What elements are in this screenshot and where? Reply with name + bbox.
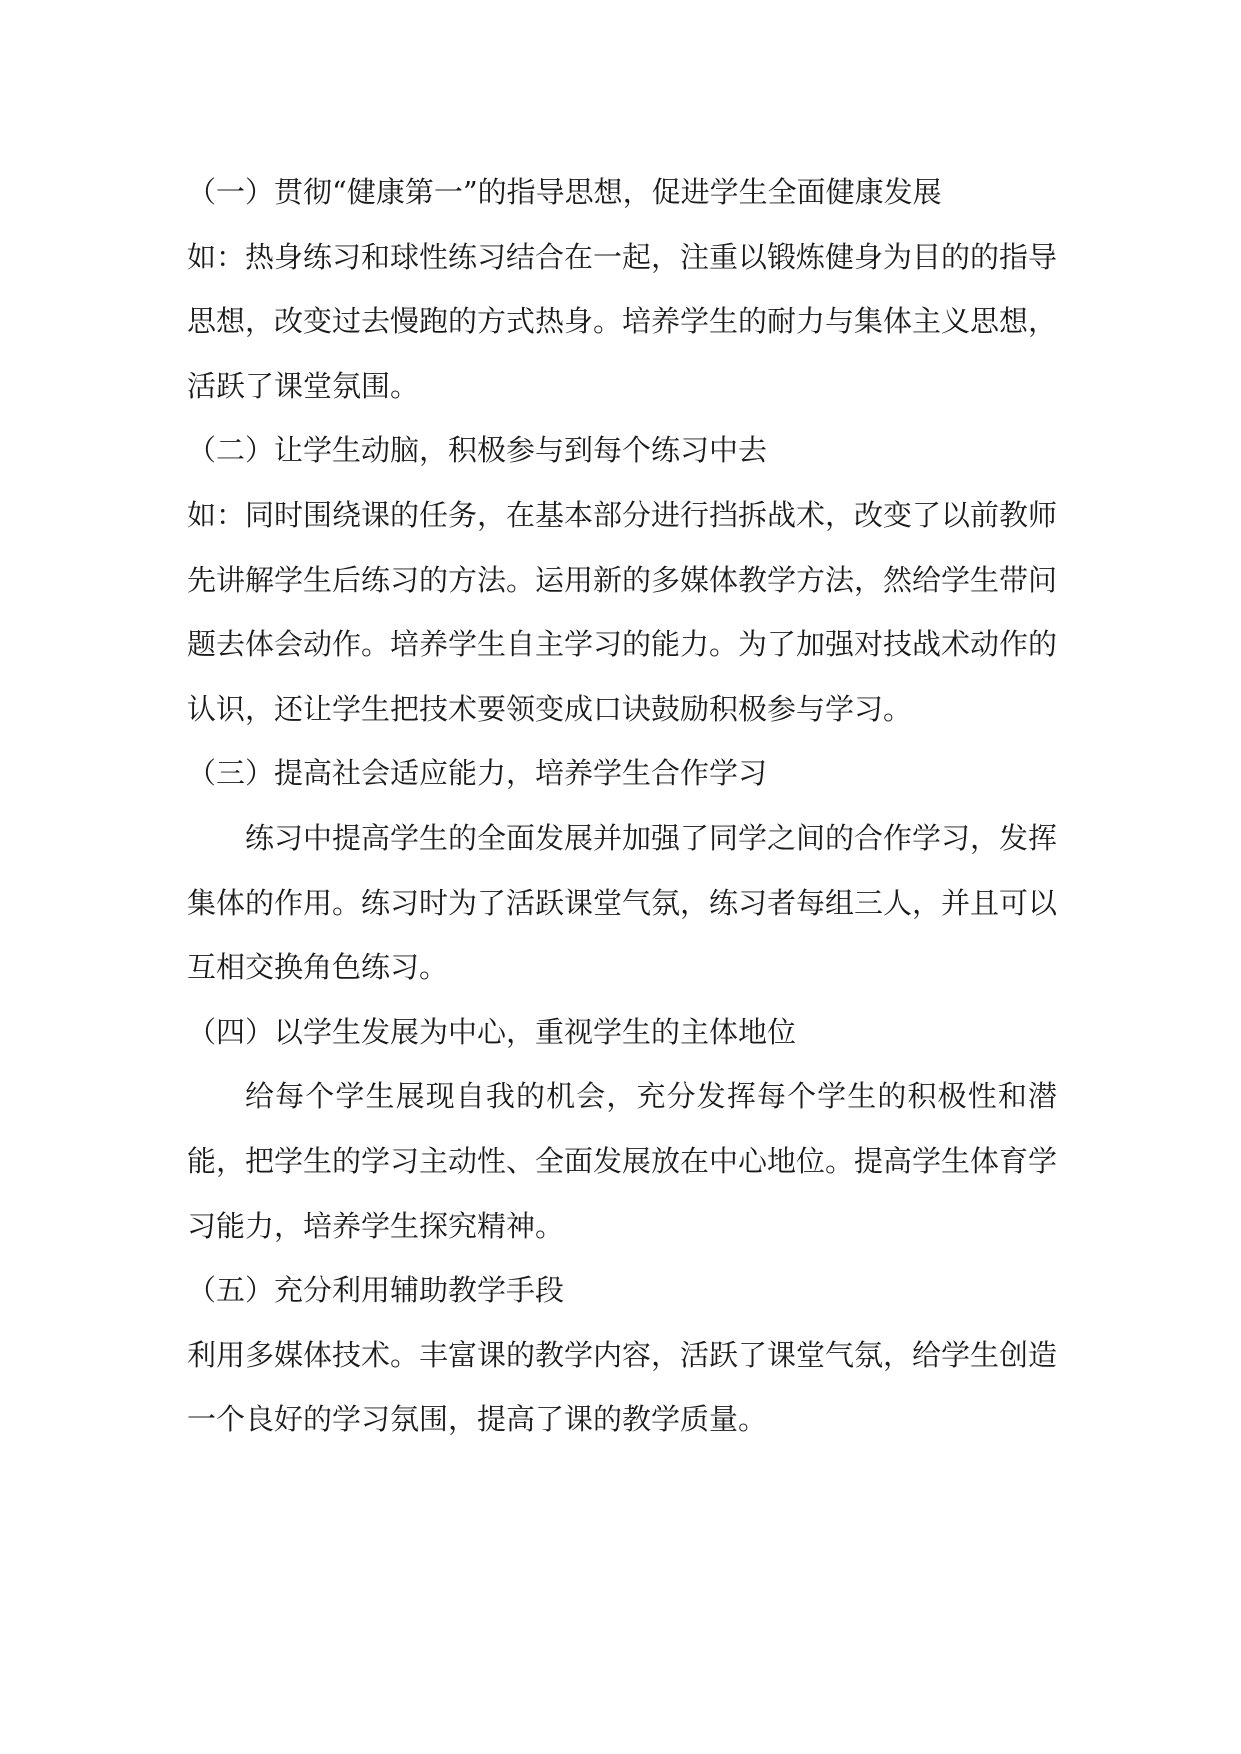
section-5 bbox=[187, 1258, 1057, 1452]
section-1 bbox=[187, 160, 1057, 418]
section-heading: （一）贯彻“健康第一”的指导思想，促进学生全面健康发展 bbox=[187, 175, 942, 209]
section-heading: （二）让学生动脑，积极参与到每个练习中去 bbox=[187, 433, 768, 468]
document-body bbox=[187, 160, 1057, 1452]
section-2 bbox=[187, 418, 1057, 741]
section-heading: （三）提高社会适应能力，培养学生合作学习 bbox=[187, 756, 768, 791]
section-3 bbox=[187, 741, 1057, 999]
section-4 bbox=[187, 1000, 1057, 1258]
section-paragraph: 利用多媒体技术。丰富课的教学内容，活跃了课堂气氛，给学生创造一个良好的学习氛围，提高了课的教学质量。 bbox=[187, 1337, 1058, 1437]
section-paragraph: 给每个学生展现自我的机会，充分发挥每个学生的积极性和潜能，把学生的学习主动性、全面发展放在中心地位。提高学生体育学习能力，培养学生探究精神。 bbox=[187, 1079, 1058, 1243]
section-heading: （五）充分利用辅助教学手段 bbox=[187, 1273, 565, 1308]
section-paragraph: 练习中提高学生的全面发展并加强了同学之间的合作学习，发挥集体的作用。练习时为了活跃课堂气氛，练习者每组三人，并且可以互相交换角色练习。 bbox=[187, 820, 1058, 985]
section-paragraph: 如：热身练习和球性练习结合在一起，注重以锻炼健身为目的的指导思想，改变过去慢跑的方式热身。培养学生的耐力与集体主义思想，活跃了课堂氛围。 bbox=[187, 239, 1058, 403]
section-paragraph: 如：同时围绕课的任务，在基本部分进行挡拆战术，改变了以前教师先讲解学生后练习的方法。运用新的多媒体教学方法，然给学生带问题去体会动作。培养学生自主学习的能力。为了加强对技战术动作的认识，还让学生把技术要领变成口诀鼓励积极参与学习。 bbox=[187, 497, 1058, 726]
section-heading: （四）以学生发展为中心，重视学生的主体地位 bbox=[187, 1014, 797, 1049]
